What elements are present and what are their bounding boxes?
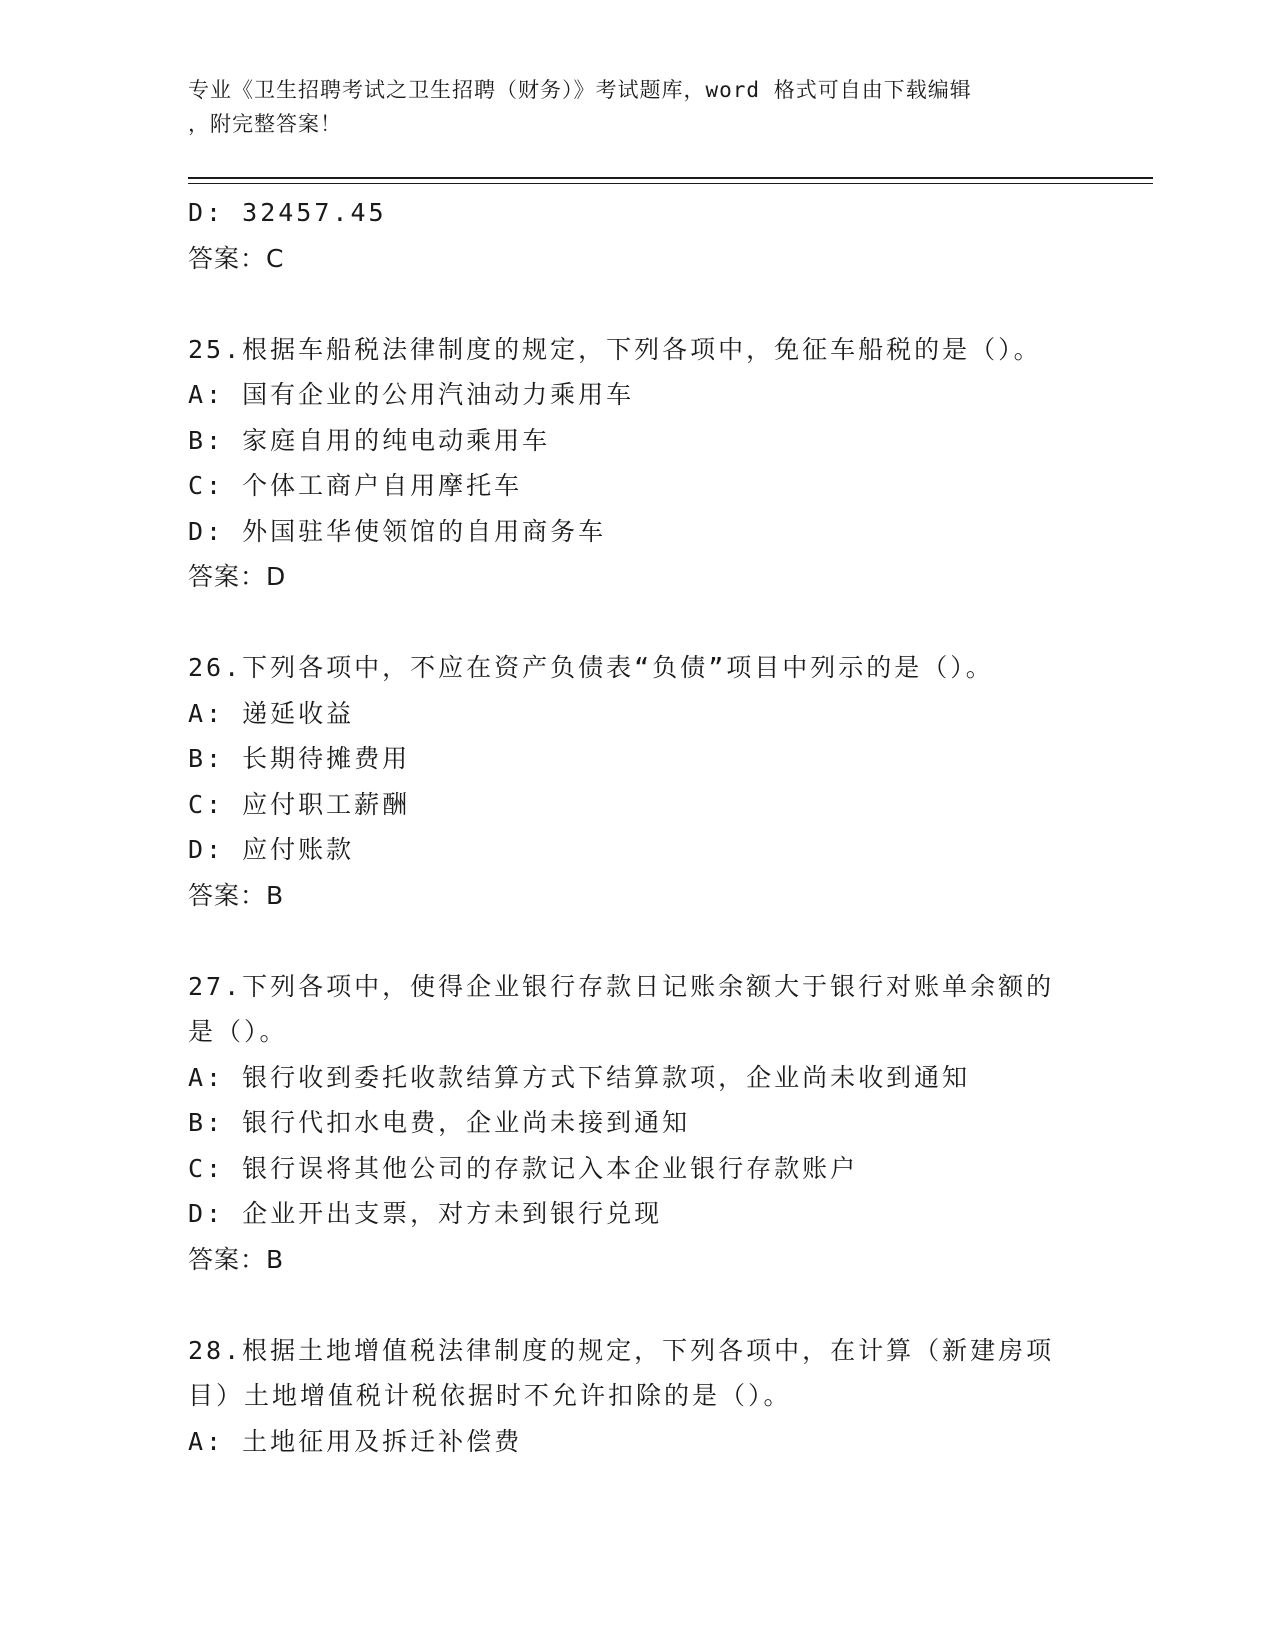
previous-question-tail: [188, 190, 1088, 281]
answer: 答案：B: [188, 1244, 285, 1274]
answer: 答案：C: [188, 243, 285, 273]
option-a: A: 国有企业的公用汽油动力乘用车: [188, 380, 635, 409]
option-c: C: 个体工商户自用摩托车: [188, 471, 523, 500]
header-line-1: 专业《卫生招聘考试之卫生招聘（财务）》考试题库，word 格式可自由下载编辑: [188, 78, 972, 102]
option-a: A: 土地征用及拆迁补偿费: [188, 1426, 523, 1456]
option-d: D: 企业开出支票，对方未到银行兑现: [188, 1199, 663, 1228]
answer: 答案：D: [188, 562, 287, 591]
question-stem-line-1: 27.下列各项中，使得企业银行存款日记账余额大于银行对账单余额的: [188, 971, 1055, 1001]
question-stem-line-2: 是（）。: [188, 1017, 288, 1046]
option-c: C: 银行误将其他公司的存款记入本企业银行存款账户: [188, 1153, 859, 1183]
option-b: B: 银行代扣水电费，企业尚未接到通知: [188, 1108, 691, 1137]
option-a: A: 银行收到委托收款结算方式下结算款项，企业尚未收到通知: [188, 1062, 971, 1092]
answer: 答案：B: [188, 880, 285, 910]
question-stem-line-1: 28.根据土地增值税法律制度的规定，下列各项中，在计算（新建房项: [188, 1335, 1055, 1365]
spacer: [188, 918, 1088, 964]
question-26: [188, 645, 1088, 918]
document-header: [188, 73, 1068, 141]
question-stem: 26.下列各项中，不应在资产负债表“负债”项目中列示的是（）。: [188, 653, 994, 682]
option-c: C: 应付职工薪酬: [188, 789, 411, 819]
option-d: D: 应付账款: [188, 835, 355, 864]
question-25: [188, 327, 1088, 600]
spacer: [188, 1282, 1088, 1328]
header-divider-thin: [188, 183, 1153, 184]
question-28: [188, 1328, 1088, 1465]
spacer: [188, 600, 1088, 646]
option-b: B: 家庭自用的纯电动乘用车: [188, 425, 551, 455]
option-d: D: 外国驻华使领馆的自用商务车: [188, 516, 607, 546]
option-a: A: 递延收益: [188, 698, 355, 728]
question-27: [188, 964, 1088, 1283]
option-d: D: 32457.45: [188, 198, 387, 227]
question-stem-line-2: 目）土地增值税计税依据时不允许扣除的是（）。: [188, 1381, 792, 1410]
option-b: B: 长期待摊费用: [188, 744, 411, 773]
header-divider-thick: [188, 177, 1153, 179]
question-stem: 25.根据车船税法律制度的规定，下列各项中，免征车船税的是（）。: [188, 334, 1042, 364]
document-body: [188, 190, 1088, 1464]
spacer: [188, 281, 1088, 327]
header-line-2: ，附完整答案！: [188, 112, 342, 136]
